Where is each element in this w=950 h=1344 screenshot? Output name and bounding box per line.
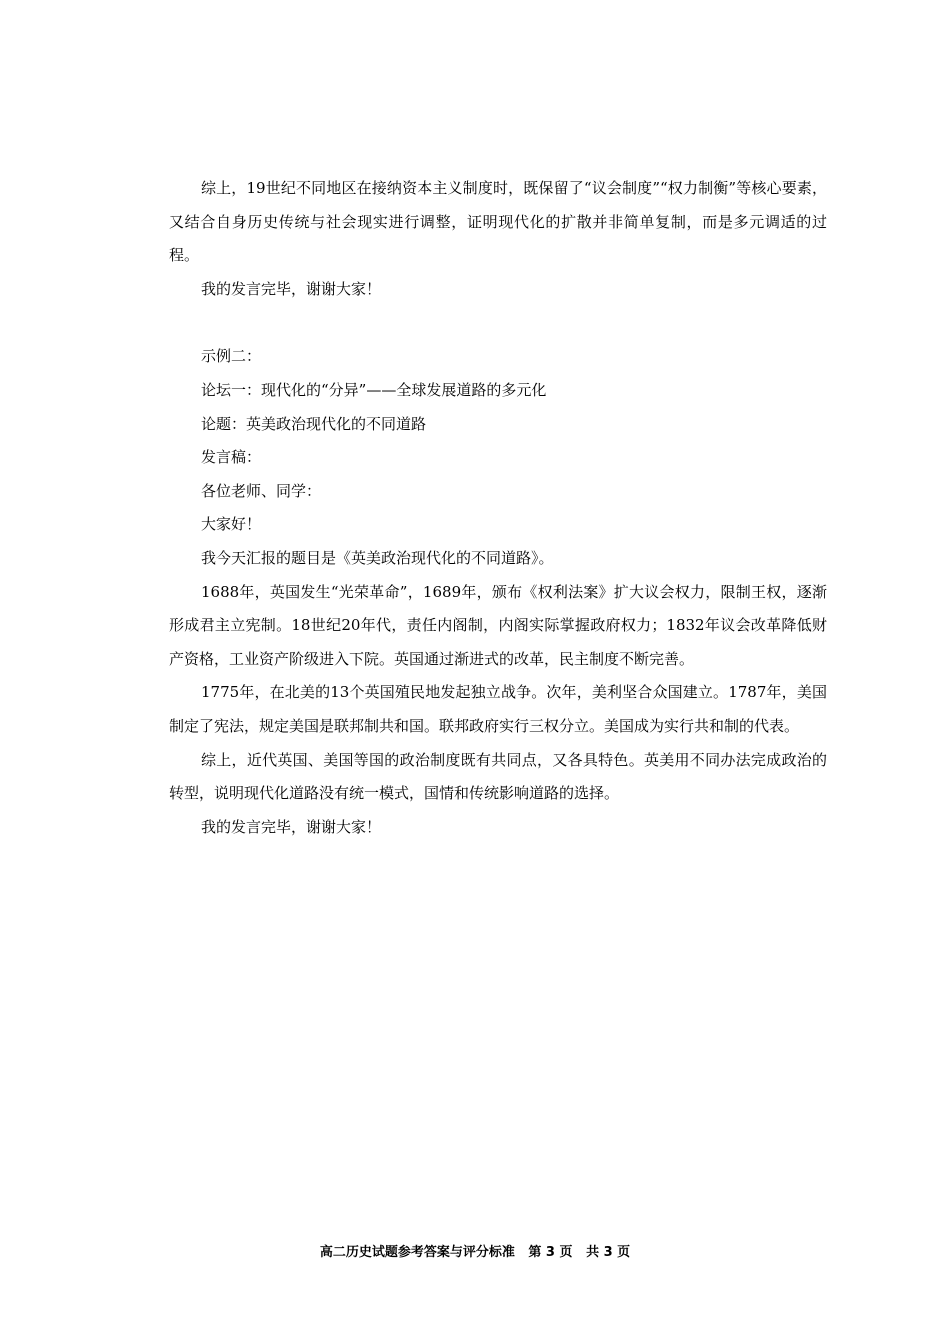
section2-closing-paragraph: 我的发言完毕，谢谢大家！ <box>201 817 382 836</box>
section1-summary-paragraph: 综上，19世纪不同地区在接纳资本主义制度时，既保留了“议会制度”“权力制衡”等核心要素，又结合自身历史传统与社会现实进行调整，证明现代化的扩散并非简单复制，而是多元调适的过程。 <box>169 179 827 265</box>
britain-paragraph: 1688年，英国发生“光荣革命”，1689年，颁布《权利法案》扩大议会权力，限制王权，逐渐形成君主立宪制。18世纪20年代，责任内阁制，内阁实际掌握政府权力；1832年议会改革降低财产资格，工业资产阶级进入下院。英国通过渐进式的改革，民主制度不断完善。 <box>169 582 827 668</box>
america-paragraph: 1775年，在北美的13个英国殖民地发起独立战争。次年，美利坚合众国建立。1787年，美国制定了宪法，规定美国是联邦制共和国。联邦政府实行三权分立。美国成为实行共和制的代表。 <box>169 683 827 735</box>
speech-label: 发言稿： <box>201 448 262 467</box>
topic-title: 论题：英美政治现代化的不同道路 <box>201 414 427 433</box>
greeting: 大家好！ <box>201 515 262 534</box>
forum-title: 论坛一：现代化的“分异”——全球发展道路的多元化 <box>201 380 547 399</box>
document-body <box>169 172 827 844</box>
page-footer: 高二历史试题参考答案与评分标准 第 3 页 共 3 页 <box>319 1245 631 1260</box>
salutation: 各位老师、同学： <box>201 481 322 500</box>
intro-paragraph: 我今天汇报的题目是《英美政治现代化的不同道路》。 <box>201 548 554 567</box>
section1-closing-paragraph: 我的发言完毕，谢谢大家！ <box>201 279 382 298</box>
section2-summary-paragraph: 综上，近代英国、美国等国的政治制度既有共同点，又各具特色。英美用不同办法完成政治的转型，说明现代化道路没有统一模式，国情和传统影响道路的选择。 <box>169 750 827 803</box>
section-spacer <box>169 306 827 340</box>
example-label: 示例二： <box>201 347 262 366</box>
